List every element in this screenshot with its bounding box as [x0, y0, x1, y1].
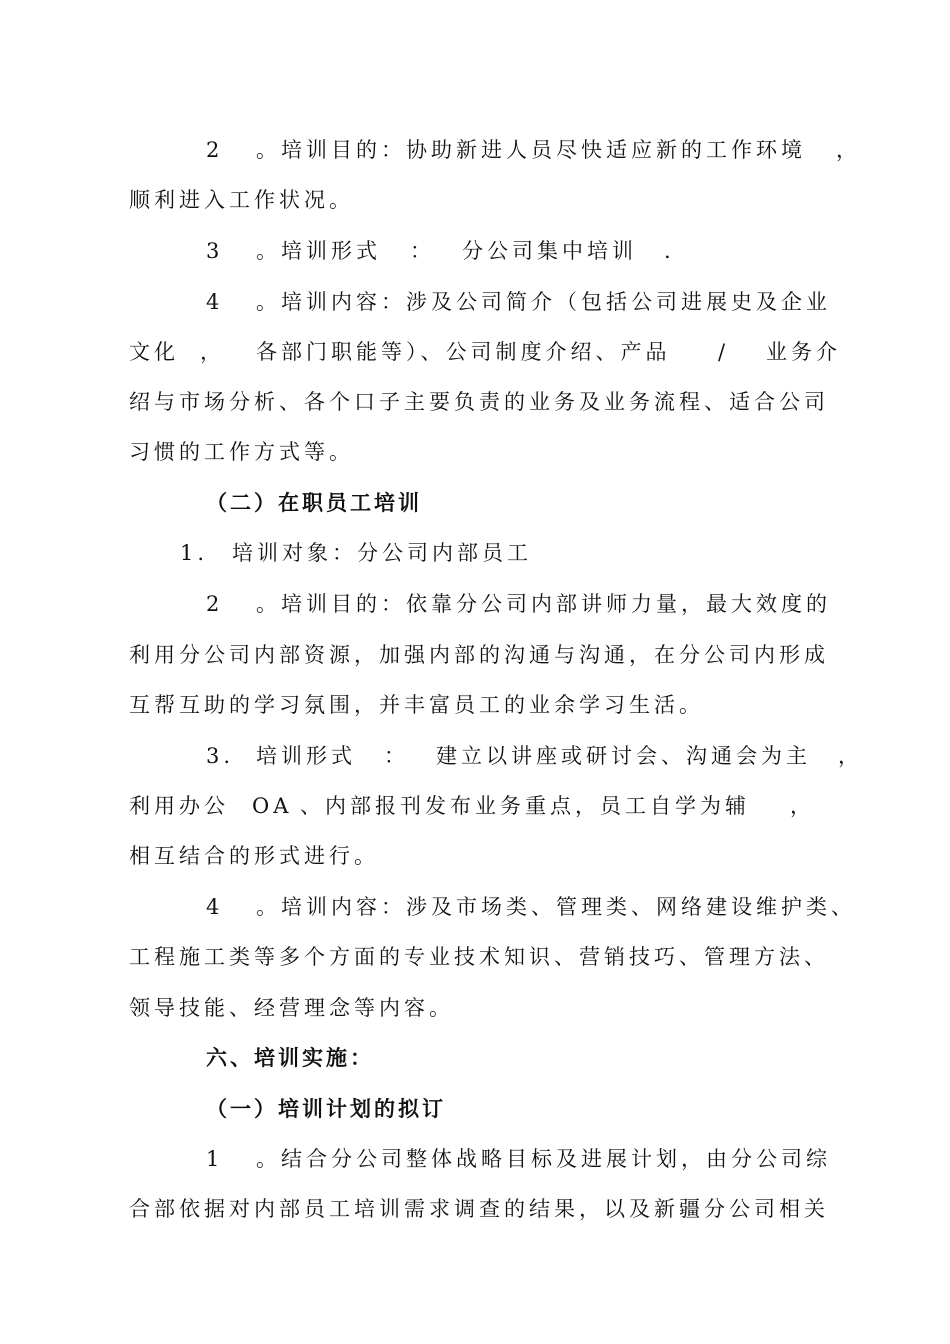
- section-heading: [0, 488, 950, 518]
- text-segment: ，: [790, 794, 815, 818]
- text-segment: 互帮互助的学习氛围，并丰富员工的业余学习生活。: [129, 693, 704, 717]
- paragraph-line: [0, 942, 950, 972]
- section-heading: [0, 1043, 950, 1073]
- text-segment: 培训形式: [256, 744, 356, 768]
- paragraph-line: [0, 741, 950, 771]
- item-number: 4: [206, 895, 224, 919]
- text-segment: 、内部报刊发布业务重点，员工自学为辅: [300, 794, 750, 818]
- text-segment: 。培训目的：依靠分公司内部讲师力量，最大效度的: [256, 592, 831, 616]
- text-segment: 各部门职能等）、公司制度介绍、产品: [256, 340, 671, 364]
- item-number: 4: [206, 290, 224, 314]
- text-segment: 顺利进入工作状况。: [129, 188, 354, 212]
- text-segment: 合部依据对内部员工培训需求调查的结果，以及新疆分公司相关: [129, 1197, 829, 1221]
- text-segment: ，: [838, 744, 863, 768]
- paragraph-line: [0, 387, 950, 417]
- text-segment: 建立以讲座或研讨会、沟通会为主: [436, 744, 811, 768]
- text-segment: 相互结合的形式进行。: [129, 844, 379, 868]
- paragraph-line: [0, 892, 950, 922]
- text-segment: 业务介: [766, 340, 841, 364]
- paragraph-line: [0, 1194, 950, 1224]
- paragraph-line: [0, 791, 950, 821]
- text-segment: 培训对象：分公司内部员工: [232, 541, 532, 565]
- text-segment: .: [664, 239, 675, 263]
- text-segment: 。结合分公司整体战略目标及进展计划，由分公司综: [256, 1147, 831, 1171]
- paragraph-line: [0, 437, 950, 467]
- paragraph-line: [0, 337, 950, 367]
- heading-text: 六、培训实施：: [206, 1046, 374, 1070]
- text-segment: 。培训目的：协助新进人员尽快适应新的工作环境: [256, 138, 806, 162]
- paragraph-line: [0, 287, 950, 317]
- text-segment: ：: [410, 239, 435, 263]
- paragraph-line: [0, 1144, 950, 1174]
- item-number: 2: [206, 138, 224, 162]
- text-segment: 分公司集中培训: [462, 239, 637, 263]
- text-segment: 绍与市场分析、各个口子主要负责的业务及业务流程、适合公司: [129, 390, 829, 414]
- heading-text: （一）培训计划的拟订: [206, 1097, 446, 1121]
- text-segment: 。培训内容：涉及市场类、管理类、网络建设维护类、: [256, 895, 856, 919]
- text-segment: 文化: [129, 340, 179, 364]
- paragraph-line: [0, 538, 950, 568]
- item-number: 3: [206, 239, 224, 263]
- item-number: 2: [206, 592, 224, 616]
- text-segment: 。培训形式: [256, 239, 381, 263]
- paragraph-line: [0, 236, 950, 266]
- text-segment: ，: [836, 138, 861, 162]
- text-segment: 工程施工类等多个方面的专业技术知识、营销技巧、管理方法、: [129, 945, 829, 969]
- text-segment: ：: [384, 744, 409, 768]
- paragraph-line: [0, 841, 950, 871]
- section-heading: [0, 1094, 950, 1124]
- text-segment: /: [718, 340, 730, 364]
- text-segment: 。培训内容：涉及公司简介（包括公司进展史及企业: [256, 290, 831, 314]
- text-segment: 利用办公: [129, 794, 229, 818]
- paragraph-line: [0, 185, 950, 215]
- paragraph-line: [0, 640, 950, 670]
- heading-text: （二）在职员工培训: [206, 491, 422, 515]
- paragraph-line: [0, 589, 950, 619]
- item-number: 1.: [180, 541, 209, 565]
- text-segment: 利用分公司内部资源，加强内部的沟通与沟通，在分公司内形成: [129, 643, 829, 667]
- text-segment: 习惯的工作方式等。: [129, 440, 354, 464]
- paragraph-line: [0, 993, 950, 1023]
- item-number: 3.: [206, 744, 235, 768]
- text-segment: 领导技能、经营理念等内容。: [129, 996, 454, 1020]
- paragraph-line: [0, 690, 950, 720]
- text-segment: OA: [252, 794, 293, 818]
- text-segment: ，: [200, 340, 225, 364]
- item-number: 1: [206, 1147, 224, 1171]
- paragraph-line: [0, 135, 950, 165]
